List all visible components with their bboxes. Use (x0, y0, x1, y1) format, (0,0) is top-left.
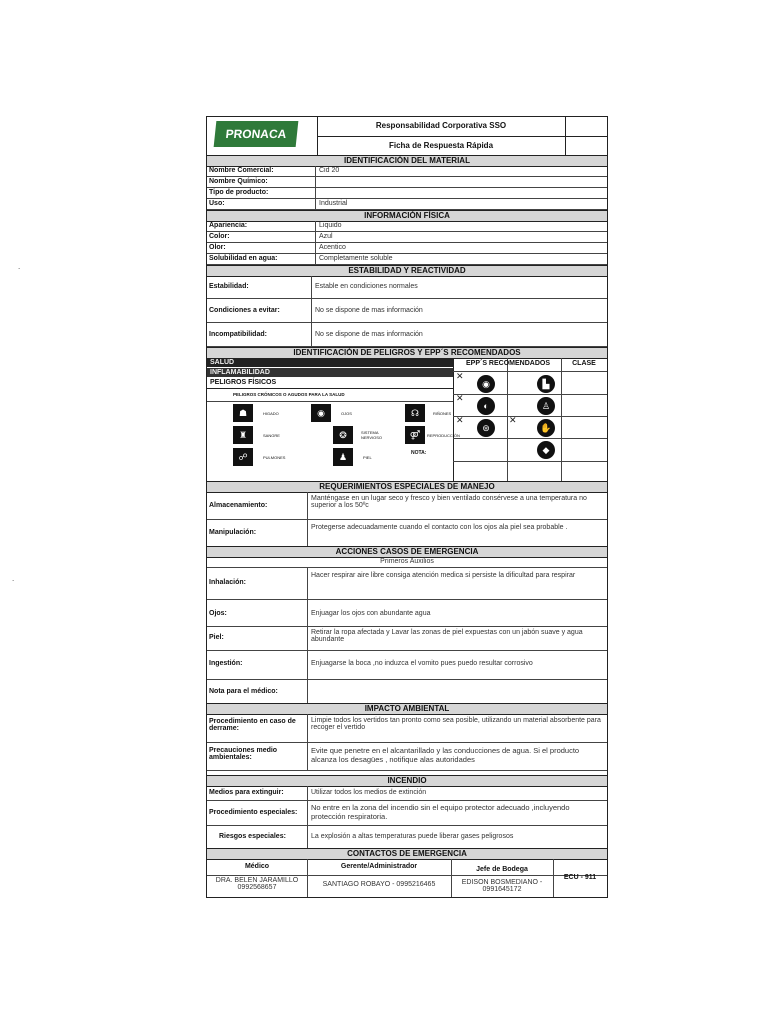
primeros-auxilios: Primeros Auxilios (380, 558, 434, 565)
field-row: Precauciones medio ambientales: Evite que penetre en el alcantarillado y las conducciones de agua. Si el producto alcanza los desagües , notifique alas autoridades (207, 743, 607, 771)
field-row: Medios para extinguir: Utilizar todos los medios de extinción (207, 786, 607, 801)
field-row: Uso: Industrial (207, 199, 607, 210)
contact-gerente: SANTIAGO ROBAYO - 0995216465 (322, 881, 436, 888)
goggles-icon: ◉ (477, 375, 495, 393)
x-mark-icon: ✕ (456, 393, 464, 403)
apron-icon: ◆ (537, 441, 555, 459)
brain-icon: ❂ (333, 426, 353, 444)
field-row: Nombre Químico: (207, 177, 607, 188)
eye-icon: ◉ (311, 404, 331, 422)
safety-boots-icon: ▙ (537, 375, 555, 393)
face-shield-icon: ◐ (477, 397, 495, 415)
reproduction-icon: ⚤ (405, 426, 425, 444)
skin-icon: ♟ (333, 448, 353, 466)
clase-heading: CLASE (572, 360, 596, 367)
contact-medico: DRA. BELEN JARAMILLO 0992568657 (215, 877, 299, 891)
section-estabilidad: ESTABILIDAD Y REACTIVIDAD (207, 265, 607, 277)
header-title: Responsabilidad Corporativa SSO (375, 121, 507, 130)
section-emergencia: ACCIONES CASOS DE EMERGENCIA (207, 546, 607, 558)
protective-suit-icon: ♙ (537, 397, 555, 415)
x-mark-icon: ✕ (509, 415, 517, 425)
field-row: Piel: Retirar la ropa afectada y Lavar las zonas de piel expuestas con un jabón suave y agua abundante (207, 627, 607, 651)
field-row: Olor: Acentico (207, 243, 607, 254)
section-ambiental: IMPACTO AMBIENTAL (207, 703, 607, 715)
x-mark-icon: ✕ (456, 415, 464, 425)
field-row: Procedimiento especiales: No entre en la zona del incendio sin el equipo protector adecuado ,incluyendo protección respiratoria. (207, 801, 607, 826)
hazard-fisicos: PELIGROS FÍSICOS (207, 378, 454, 389)
field-row: Manipulación: Protegerse adecuadamente cuando el contacto con los ojos ala piel sea probable . (207, 520, 607, 547)
kidney-icon: ☊ (405, 404, 425, 422)
field-row: Incompatibilidad: No se dispone de mas información (207, 323, 607, 347)
field-row: Nota para el médico: (207, 680, 607, 706)
section-identificacion: IDENTIFICACIÓN DEL MATERIAL (207, 155, 607, 167)
field-row: Estabilidad: Estable en condiciones normales (207, 276, 607, 299)
company-logo: PRONACA (214, 121, 299, 147)
field-row: Almacenamiento: Manténgase en un lugar seco y fresco y bien ventilado consérvese a una temperatura no superior a los 50ºc (207, 492, 607, 520)
x-mark-icon: ✕ (456, 371, 464, 381)
field-row: Nombre Comercial: Cid 20 (207, 166, 607, 177)
contacts-header-row: Médico Gerente/Administrador Jefe de Bodega (207, 859, 607, 876)
emergency-code: ECU - 911 (563, 874, 597, 881)
lungs-icon: ☍ (233, 448, 253, 466)
margin-mark: . (18, 262, 21, 271)
epp-heading: EPP´S RECOMENDADOS (465, 360, 550, 367)
contact-jefe-bodega: EDISON BOSMEDIANO - 0991645172 (461, 879, 543, 893)
section-manejo: REQUERIMIENTOS ESPECIALES DE MANEJO (207, 481, 607, 493)
field-row: Apariencia: Liquido (207, 221, 607, 232)
subheading-row (207, 557, 607, 568)
respirator-icon: ⊛ (477, 419, 495, 437)
section-fisica: INFORMACIÓN FÍSICA (207, 210, 607, 222)
field-row: Riesgos especiales: La explosión a altas temperaturas puede liberar gases peligrosos (207, 826, 607, 849)
section-incendio: INCENDIO (207, 775, 607, 787)
field-row: Tipo de producto: (207, 188, 607, 199)
field-row: Ingestión: Enjuagarse la boca ,no induzca el vomito pues puedo resultar corrosivo (207, 651, 607, 680)
field-row: Condiciones a evitar: No se dispone de mas información (207, 299, 607, 323)
hazard-salud: SALUD (207, 358, 454, 367)
blood-icon: ♜ (233, 426, 253, 444)
field-row: Inhalación: Hacer respirar aire libre consiga atención medica si persiste la dificultad para respirar (207, 568, 607, 600)
margin-mark: . (12, 574, 15, 583)
liver-icon: ☗ (233, 404, 253, 422)
safety-data-sheet: PRONACA Responsabilidad Corporativa SSO Ficha de Respuesta Rápida IDENTIFICACIÓN DEL MATERIAL Nombre Comercial: Cid 20 Nombre Químico: Tipo de producto: Uso: Industrial INFORMACIÓN FÍSICA Apariencia: Liquido Color: Azul Olor: Acentico Solubilidad en agua: Completamente soluble ESTABILIDAD Y REACTIVIDAD Estabilidad: Estable en condiciones normales Condiciones a evitar: No se dispone de mas información Incompatibilidad: No se dispone de mas información IDENTIFICACIÓN DE PELIGROS Y EPP´S RECOMENDADOS SALUD INFLAMABILIDAD PELIGROS FÍSICOS PELIGROS CRÓNICOS O AGUDOS PARA LA SALUD EPP´S RECOMENDADOS CLASE ✕ ✕ ✕ ✕ ◉ ▙ ◐ ♙ ⊛ ✋ ◆ ☗ HIGADO ◉ OJOS ☊ RIÑONES ♜ SANGRE ❂ SISTEMA NERVIOSO ⚤ REPRODUCCIÓN ☍ PULMONES ♟ PIEL NOTA: REQUERIMIENTOS ESPECIALES DE MANEJO Almacenamiento: Manténgase en un lugar seco y fresco y bien ventilado consérvese a una temperatura no superior a los 50ºc Manipulación: Protegerse adecuadamente cuando el contacto con los ojos ala piel sea probable . ACCIONES CASOS DE EMERGENCIA Primeros Auxilios Inhalación: Hacer respirar aire libre consiga atención medica si persiste la dificultad para respirar Ojos: Enjuagar los ojos con abundante agua Piel: Retirar la ropa afectada y Lavar las zonas de piel expuestas con un jabón suave y agua abundante Ingestión: Enjuagarse la boca ,no induzca el vomito pues puedo resultar corrosivo Nota para el médico: IMPACTO AMBIENTAL Procedimiento en caso de derrame: Limpie todos los vertidos tan pronto como sea posible, utilizando un material absorbente para recoger el vertido Precauciones medio ambientales: Evite que penetre en el alcantarillado y las conducciones de agua. Si el producto alcanza los desagües , notifique alas autoridades INCENDIO Medios para extinguir: Utilizar todos los medios de extinción Procedimiento especiales: No entre en la zona del incendio sin el equipo protector adecuado ,incluyendo protección respiratoria. Riesgos especiales: La explosión a altas temperaturas puede liberar gases peligrosos CONTACTOS DE EMERGENCIA Médico Gerente/Administrador Jefe de Bodega DRA. BELEN JARAMILLO 0992568657 SANTIAGO ROBAYO - 0995216465 EDISON BOSMEDIANO - 0991645172 ECU - 911 (206, 116, 608, 898)
chronic-hazards-label: PELIGROS CRÓNICOS O AGUDOS PARA LA SALUD (233, 392, 345, 397)
hazard-inflamabilidad: INFLAMABILIDAD (207, 368, 454, 377)
field-row: Procedimiento en caso de derrame: Limpie todos los vertidos tan pronto como sea posible, utilizando un material absorbente para recoger el vertido (207, 714, 607, 743)
field-row: Ojos: Enjuagar los ojos con abundante agua (207, 600, 607, 627)
section-peligros: IDENTIFICACIÓN DE PELIGROS Y EPP´S RECOMENDADOS (207, 347, 607, 359)
header-subtitle: Ficha de Respuesta Rápida (388, 141, 494, 150)
gloves-icon: ✋ (537, 419, 555, 437)
field-row: Solubilidad en agua: Completamente soluble (207, 254, 607, 265)
section-contactos: CONTACTOS DE EMERGENCIA (207, 848, 607, 860)
sheet-header (207, 117, 607, 158)
field-row: Color: Azul (207, 232, 607, 243)
nota-label: NOTA: (411, 450, 427, 456)
